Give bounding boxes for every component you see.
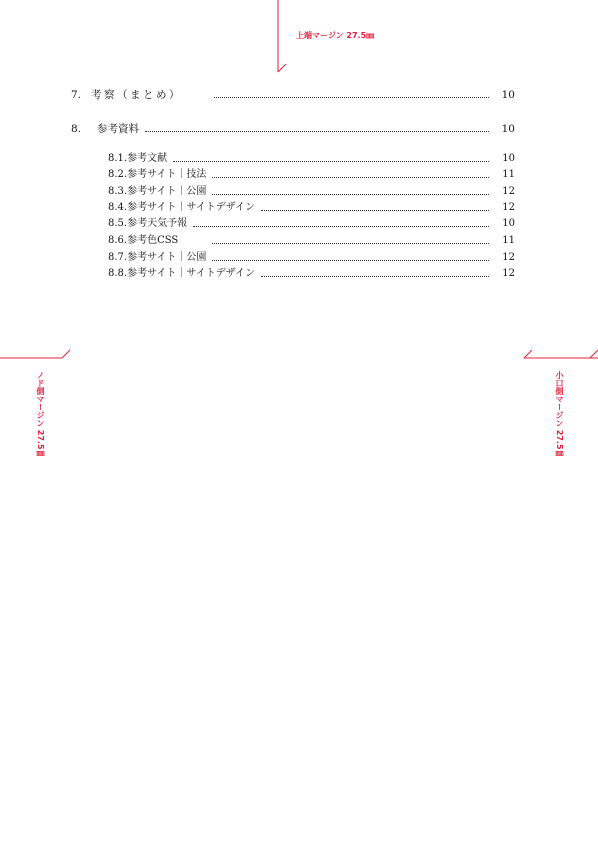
toc-entry-8-4[interactable] — [108, 201, 515, 215]
toc-entry-8-8[interactable] — [108, 267, 515, 281]
toc-page-number: 12 — [502, 186, 515, 197]
toc-page-number: 10 — [501, 123, 515, 135]
toc-leader — [173, 152, 489, 162]
toc-page-number: 10 — [501, 89, 515, 101]
toc-page-number: 12 — [502, 268, 515, 279]
toc-entry-8-3[interactable] — [108, 185, 515, 199]
toc-page-number: 12 — [502, 202, 515, 213]
toc-title: 参考サイト｜公園 — [127, 186, 207, 197]
toc-page-number: 12 — [502, 252, 515, 263]
toc-leader — [145, 122, 489, 132]
toc-entry-8-6[interactable] — [108, 234, 515, 248]
toc-entry-8-1[interactable] — [108, 152, 515, 166]
toc-title: 参考サイト｜サイトデザイン — [127, 268, 255, 279]
toc-title: 参考サイト｜技法 — [127, 169, 207, 180]
toc-number: 8.8. — [108, 268, 128, 279]
toc-leader — [212, 168, 489, 178]
toc-entry-7[interactable] — [71, 88, 515, 102]
toc-leader — [212, 185, 489, 195]
toc-page-number: 11 — [502, 169, 515, 180]
toc-number: 8.2. — [108, 169, 128, 180]
toc-number: 8. — [71, 123, 82, 135]
toc-entry-8-7[interactable] — [108, 251, 515, 265]
toc-title: 参考文献 — [127, 153, 168, 164]
toc-leader — [193, 217, 489, 227]
toc-title: 考察（まとめ） — [91, 89, 183, 101]
toc-page-number: 10 — [502, 218, 515, 229]
toc-number: 8.4. — [108, 202, 128, 213]
top-margin-label: 上端マージン 27.5㎜ — [296, 31, 375, 40]
toc-leader — [212, 251, 489, 261]
left-margin-guide — [0, 350, 70, 358]
toc-page-number: 10 — [502, 153, 515, 164]
right-margin-guide — [524, 350, 598, 358]
toc-entry-8-5[interactable] — [108, 217, 515, 231]
toc-title: 参考資料 — [97, 123, 140, 135]
toc-title: 参考サイト｜サイトデザイン — [127, 202, 255, 213]
toc-number: 7. — [71, 89, 82, 101]
toc-number: 8.3. — [108, 186, 128, 197]
toc-title: 参考色CSS — [127, 235, 179, 246]
left-margin-label: ノド側マージン 27.5㎜ — [36, 371, 45, 458]
toc-number: 8.7. — [108, 252, 128, 263]
toc-leader — [261, 201, 489, 211]
toc-leader — [212, 234, 489, 244]
toc-title: 参考サイト｜公園 — [127, 252, 207, 263]
right-margin-label: 小口側マージン 27.5㎜ — [555, 371, 564, 458]
toc-number: 8.6. — [108, 235, 128, 246]
toc-entry-8[interactable] — [71, 122, 515, 136]
top-margin-guide — [278, 0, 286, 72]
toc-page-number: 11 — [502, 235, 515, 246]
toc-title: 参考天気予報 — [127, 218, 188, 229]
toc-number: 8.1. — [108, 153, 128, 164]
toc-leader — [214, 88, 489, 98]
toc-leader — [261, 267, 489, 277]
toc-number: 8.5. — [108, 218, 128, 229]
toc-entry-8-2[interactable] — [108, 168, 515, 182]
